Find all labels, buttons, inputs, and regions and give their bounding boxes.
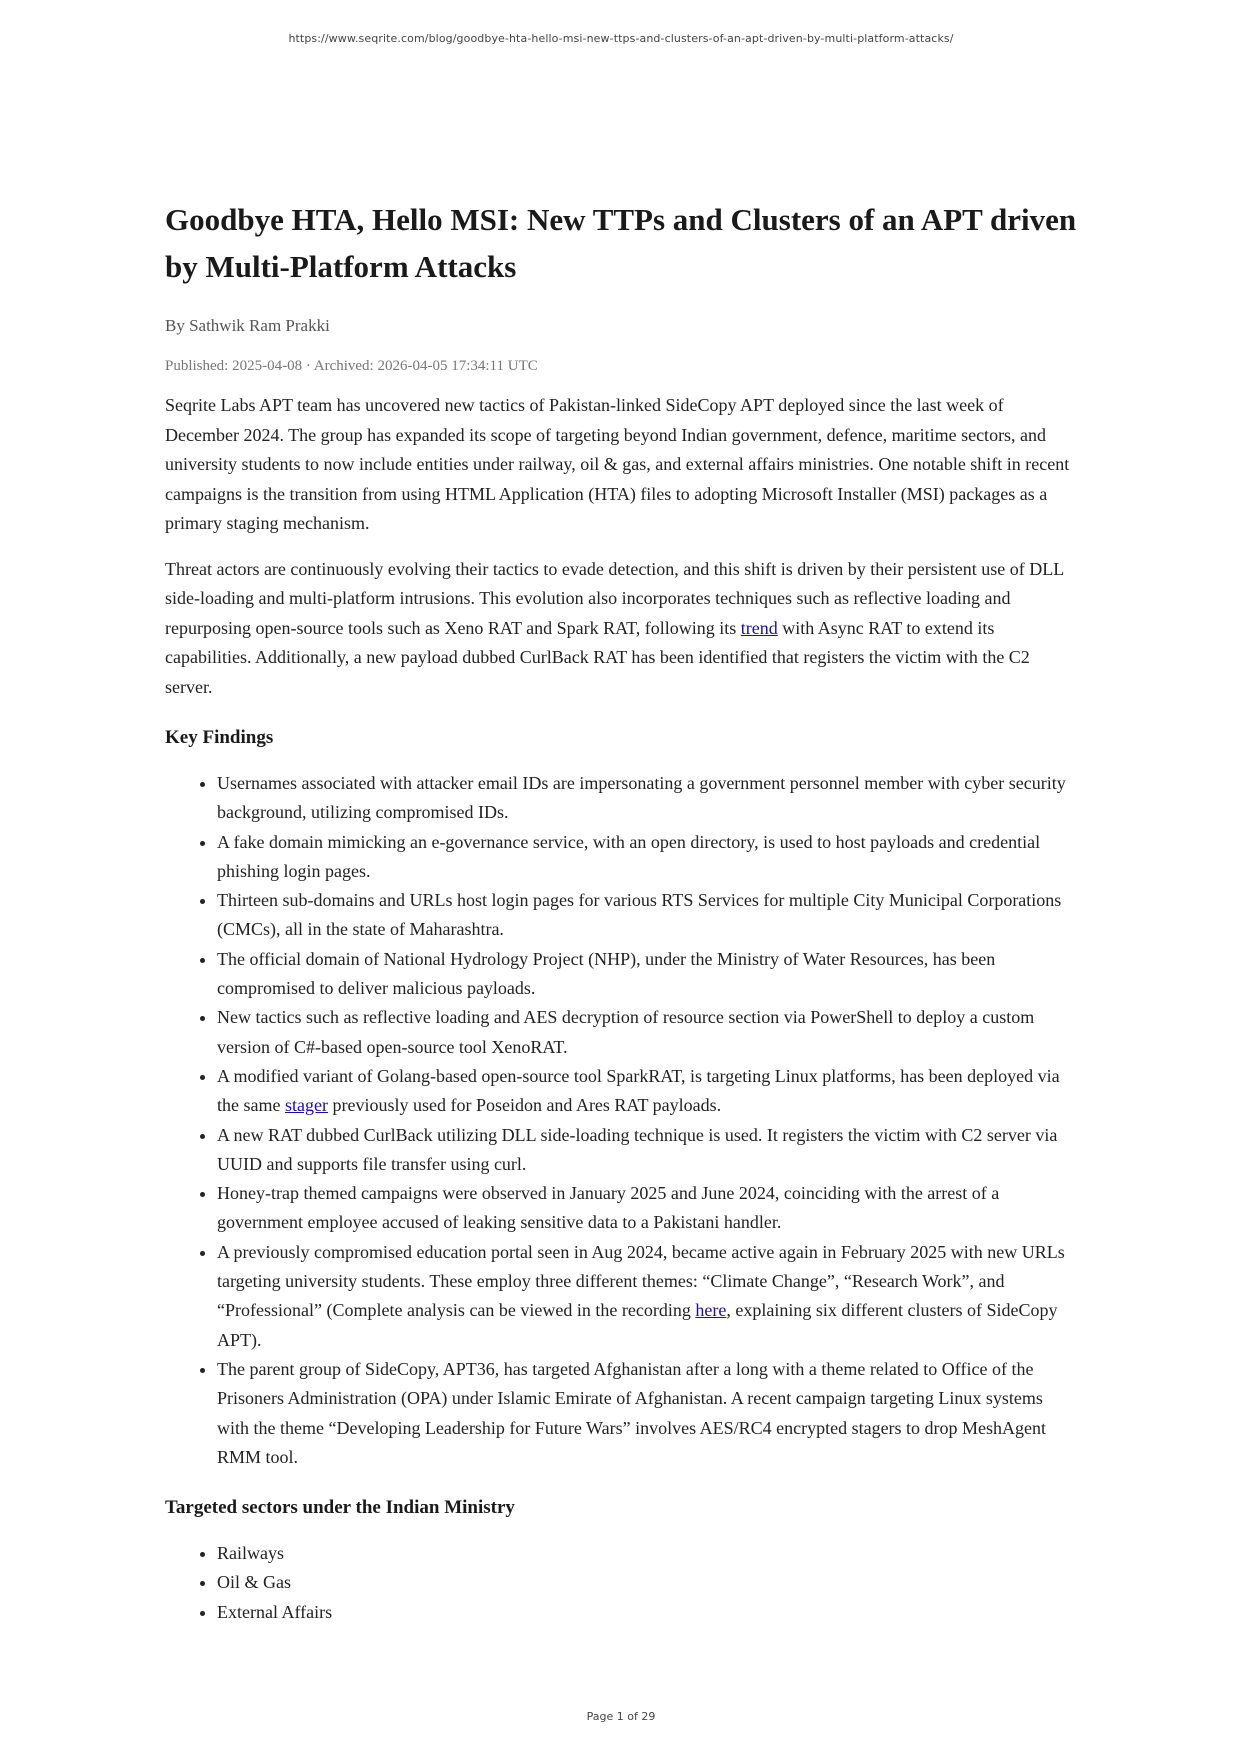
key-findings-list — [165, 769, 1077, 1472]
trend-link[interactable]: trend — [740, 617, 778, 638]
list-item: • Honey-trap themed campaigns were observed in January 2025 and June 2024, coinciding with the arrest of a government employee accused of leaking sensitive data to a Pakistani handler. — [217, 1179, 1077, 1238]
list-item: • Oil & Gas — [217, 1568, 1077, 1597]
evolution-paragraph — [165, 555, 1077, 703]
list-item-text: A previously compromised education portal seen in Aug 2024, became active again in February 2025 with new URLs targeting university students. These employ three different themes: “Climate Change”, “Research Work”, and “Professional” (Complete analysis can be viewed in the recording — [217, 1241, 1065, 1321]
article-title: Goodbye HTA, Hello MSI: New TTPs and Clusters of an APT driven by Multi-Platform Attacks — [165, 202, 1077, 284]
paragraph-text: Threat actors are continuously evolving their tactics to evade detection, and this shift is driven by their persistent use of DLL side-loading and multi-platform intrusions. This evolution also incorporates techniques such as reflective loading and repurposing open-source tools such as Xeno RAT and Spark RAT, following its — [165, 558, 1064, 638]
intro-paragraph: Seqrite Labs APT team has uncovered new tactics of Pakistan-linked SideCopy APT deployed since the last week of December 2024. The group has expanded its scope of targeting beyond Indian government, defence, maritime sectors, and university students to now include entities under railway, oil & gas, and external affairs ministries. One notable shift in recent campaigns is the transition from using HTML Application (HTA) files to adopting Microsoft Installer (MSI) packages as a primary staging mechanism. — [165, 395, 1070, 533]
key-findings-heading: Key Findings — [165, 727, 274, 748]
paragraph-text: with Async RAT to extend its capabilities. Additionally, a new payload dubbed CurlBack RAT has been identified that registers the victim with the C2 server. — [165, 617, 1030, 697]
list-item: • New tactics such as reflective loading and AES decryption of resource section via PowerShell to deploy a custom version of C#-based open-source tool XenoRAT. — [217, 1003, 1077, 1062]
article-dates: Published: 2025-04-08 · Archived: 2026-04-05 17:34:11 UTC — [165, 358, 538, 374]
list-item-text: A modified variant of Golang-based open-source tool SparkRAT, is targeting Linux platforms, has been deployed via the same — [217, 1065, 1060, 1116]
list-item — [217, 1238, 1077, 1355]
list-item: • A new RAT dubbed CurlBack utilizing DLL side-loading technique is used. It registers the victim with C2 server via UUID and supports file transfer using curl. — [217, 1121, 1077, 1180]
list-item: • A fake domain mimicking an e-governance service, with an open directory, is used to host payloads and credential phishing login pages. — [217, 828, 1077, 887]
list-item: • The parent group of SideCopy, APT36, has targeted Afghanistan after a long with a theme related to Office of the Prisoners Administration (OPA) under Islamic Emirate of Afghanistan. A recent campaign targeting Linux systems with the theme “Developing Leadership for Future Wars” involves AES/RC4 encrypted stagers to drop MeshAgent RMM tool. — [217, 1355, 1077, 1472]
page-number-footer: Page 1 of 29 — [586, 1710, 656, 1723]
list-item: • Railways — [217, 1539, 1077, 1568]
stager-link[interactable]: stager — [284, 1095, 328, 1116]
list-item-text: , explaining six different clusters of SideCopy APT). — [217, 1300, 1058, 1350]
list-item-text: previously used for Poseidon and Ares RAT payloads. — [327, 1095, 722, 1116]
article-byline: By Sathwik Ram Prakki — [165, 316, 330, 335]
recording-here-link[interactable]: here — [695, 1300, 727, 1321]
list-item — [217, 1062, 1077, 1121]
list-item: • Usernames associated with attacker email IDs are impersonating a government personnel member with cyber security background, utilizing compromised IDs. — [217, 769, 1077, 828]
list-item: • External Affairs — [217, 1598, 1077, 1627]
list-item: • Thirteen sub-domains and URLs host login pages for various RTS Services for multiple City Municipal Corporations (CMCs), all in the state of Maharashtra. — [217, 886, 1077, 945]
article — [165, 196, 1077, 1627]
list-item: • The official domain of National Hydrology Project (NHP), under the Ministry of Water Resources, has been compromised to deliver malicious payloads. — [217, 945, 1077, 1004]
targeted-sectors-heading: Targeted sectors under the Indian Ministry — [165, 1497, 515, 1519]
page-url-header: https://www.seqrite.com/blog/goodbye-hta-hello-msi-new-ttps-and-clusters-of-an-apt-driven-by-multi-platform-attacks/ — [288, 32, 954, 45]
targeted-sectors-list — [165, 1539, 1077, 1627]
